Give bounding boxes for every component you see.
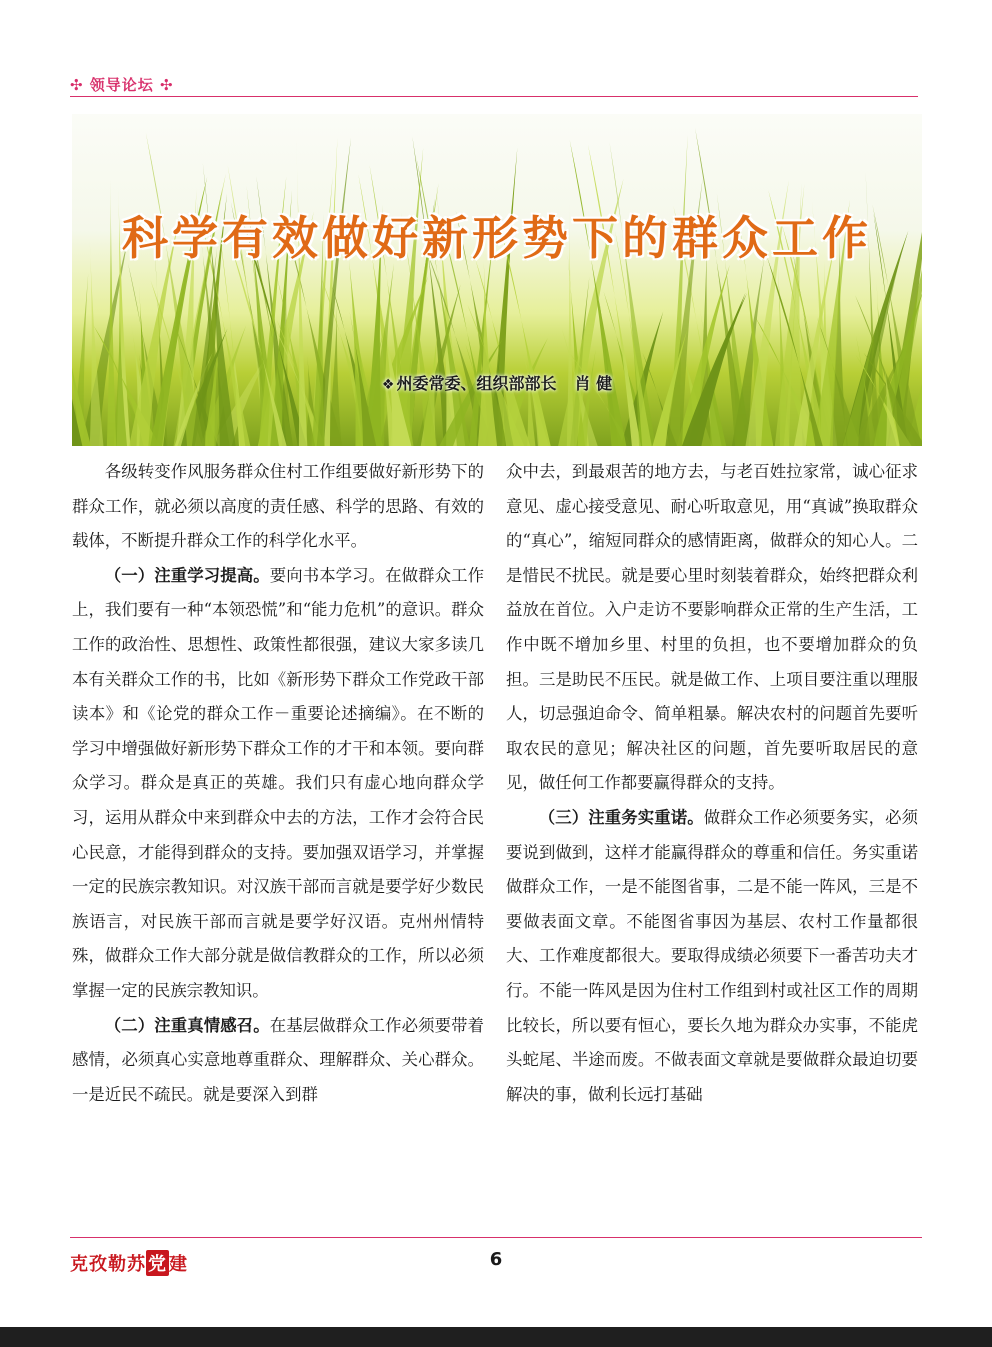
section-heading: （二）注重真情感召。 [104, 1015, 270, 1035]
author-name: 肖 健 [574, 374, 613, 393]
paragraph-text: 各级转变作风服务群众住村工作组要做好新形势下的群众工作，就必须以高度的责任感、科学的思路、有效的载体，不断提升群众工作的科学化水平。 [72, 462, 484, 551]
header-divider [70, 96, 918, 97]
magazine-brand [70, 1250, 188, 1276]
article-column-right [506, 455, 918, 1225]
article-paragraph [506, 801, 918, 1112]
article-paragraph [72, 455, 484, 559]
paragraph-text: 要向书本学习。在做群众工作上，我们要有一种“本领恐慌”和“能力危机”的意识。群众工作的政治性、思想性、政策性都很强，建议大家多读几本有关群众工作的书，比如《新形势下群众工作党政干部读本》和《论党的群众工作－重要论述摘编》。在不断的学习中增强做好新形势下群众工作的才干和本领。要向群众学习。群众是真正的英雄。我们只有虚心地向群众学习，运用从群众中来到群众中去的方法，工作才会符合民心民意，才能得到群众的支持。要加强双语学习，并掌握一定的民族宗教知识。对汉族干部而言就是要学好少数民族语言，对民族干部而言就是要学好汉语。克州州情特殊，做群众工作大部分就是做信教群众的工作，所以必须掌握一定的民族宗教知识。 [72, 565, 485, 1000]
footer-divider [70, 1237, 922, 1238]
brand-text: 克孜勒苏 [70, 1254, 146, 1275]
brand-highlight: 党 [146, 1250, 169, 1276]
grass-illustration [72, 114, 922, 446]
paragraph-text: 众中去，到最艰苦的地方去，与老百姓拉家常，诚心征求意见、虚心接受意见、耐心听取意见，用“真诚”换取群众的“真心”，缩短同群众的感情距离，做群众的知心人。二是惜民不扰民。就是要心里时刻装着群众，始终把群众利益放在首位。入户走访不要影响群众正常的生产生活，工作中既不增加乡里、村里的负担，也不要增加群众的负担。三是助民不压民。就是做工作、上项目要注重以理服人，切忌强迫命令、简单粗暴。解决农村的问题首先要听取农民的意见；解决社区的问题，首先要听取居民的意见，做任何工作都要赢得群众的支持。 [506, 462, 918, 793]
title-banner [72, 114, 922, 446]
bottom-edge-bar [0, 1327, 992, 1347]
diamond-icon: ❖ [381, 377, 395, 393]
section-heading: （一）注重学习提高。 [104, 565, 270, 585]
article-paragraph [506, 455, 918, 801]
author-role: 州委常委、组织部部长 [396, 374, 557, 393]
section-header [70, 74, 918, 98]
page-number: 6 [489, 1249, 503, 1270]
paragraph-text: 在基层做群众工作必须要带着感情，必须真心实意地尊重群众、理解群众、关心群众。一是近民不疏民。就是要深入到群 [72, 1015, 485, 1104]
author-byline [72, 371, 922, 394]
section-heading: （三）注重务实重诺。 [538, 807, 704, 827]
article-column-left [72, 455, 484, 1225]
article-paragraph [72, 559, 484, 1009]
section-label: ✣ 领导论坛 ✣ [70, 76, 174, 94]
paragraph-text: 做群众工作必须要务实，必须要说到做到，这样才能赢得群众的尊重和信任。务实重诺做群众工作，一是不能图省事，二是不能一阵风，三是不要做表面文章。不能图省事因为基层、农村工作量都很大、工作难度都很大。要取得成绩必须要下一番苦功夫才行。不能一阵风是因为住村工作组到村或社区工作的周期比较长，所以要有恒心，要长久地为群众办实事，不能虎头蛇尾、半途而废。不做表面文章就是要做群众最迫切要解决的事，做利长远打基础 [506, 807, 919, 1104]
article-title: 科学有效做好新形势下的群众工作 [122, 211, 872, 265]
brand-text-end: 建 [169, 1254, 188, 1275]
article-paragraph [72, 1009, 484, 1113]
